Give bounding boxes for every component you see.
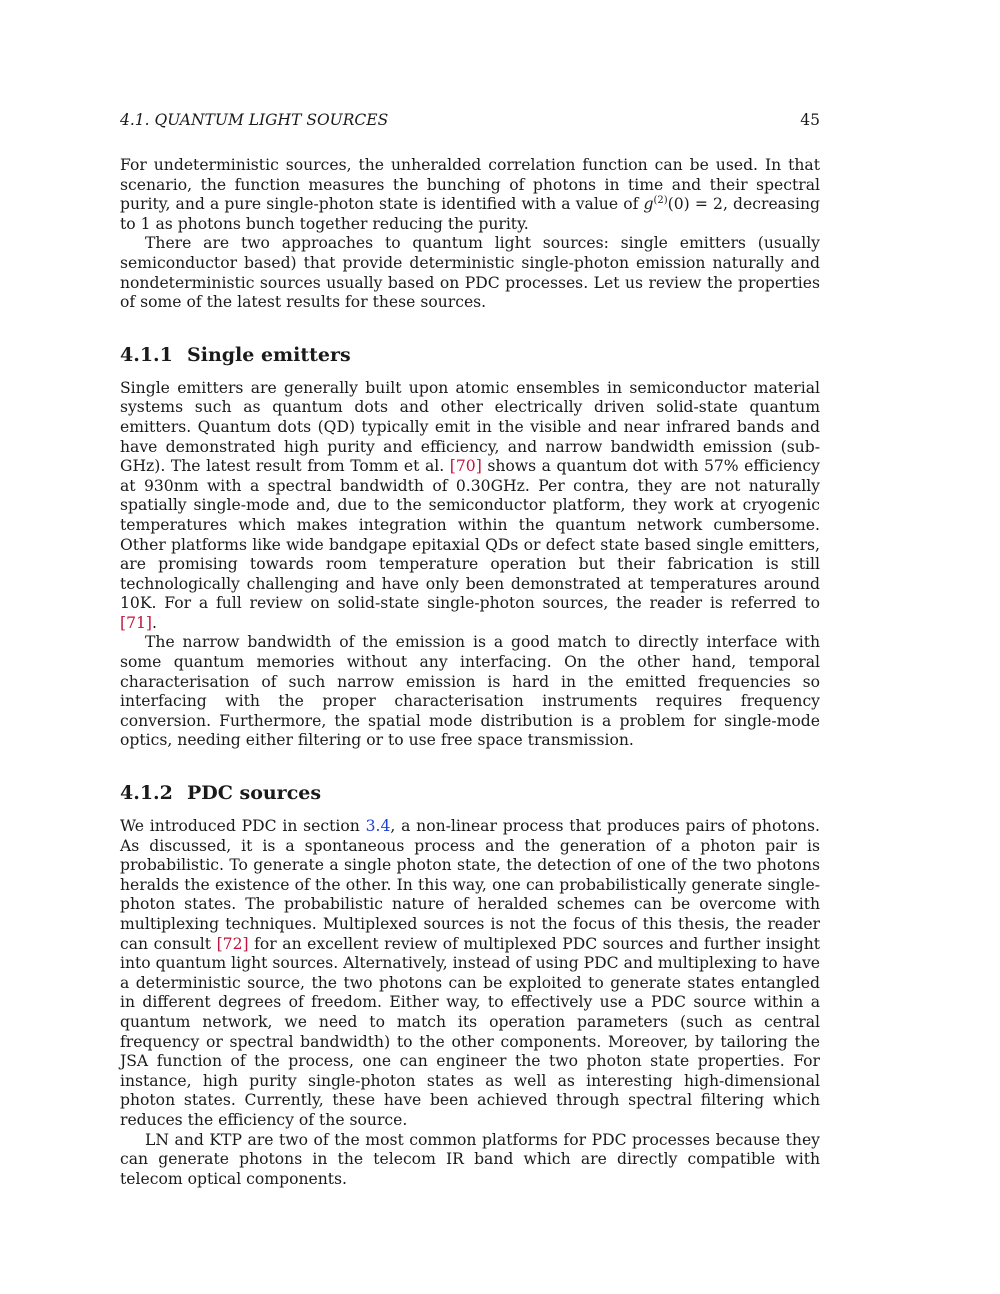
- intro-paragraph-1: [120, 156, 820, 234]
- se-p1-text-a: Single emitters are generally built upon atomic ensembles in semiconductor material systems such as quantum dots and other electrically driven solid-state quantum emitters. Quantum dots (QD) typically emit in the visible and near infrared bands and have demonstrated high purity and efficiency, and narrow bandwidth emission (sub-GHz). The latest result from Tomm et al.: [120, 378, 820, 476]
- running-header: [120, 110, 820, 130]
- pdc-p1-text-c: for an excellent review of multiplexed PDC sources and further insight into quantum light sources. Alternatively, instead of using PDC and multiplexing to have a deterministic source, the two photons can be exploited to generate states entangled in different degrees of freedom. Either way, to effectively use a PDC source within a quantum network, we need to match its operation parameters (such as central frequency or spectral bandwidth) to the other components. Moreover, by tailoring the JSA function of the process, one can engineer the two photon state properties. For instance, high purity single-photon states as well as interesting high-dimensional photon states. Currently, these have been achieved through spectral filtering which reduces the efficiency of the source.: [120, 934, 820, 1129]
- section-heading-single-emitters: [120, 343, 820, 367]
- citation-72-link[interactable]: [72]: [216, 934, 249, 953]
- pdc-paragraph-1: [120, 817, 820, 1131]
- chapter-title: 4.1. QUANTUM LIGHT SOURCES: [120, 111, 389, 129]
- pdc-paragraph-2: LN and KTP are two of the most common platforms for PDC processes because they can generate photons in the telecom IR band which are directly compatible with telecom optical components.: [120, 1130, 820, 1188]
- pdc-p1-text-b: , a non-linear process that produces pairs of photons. As discussed, it is a spontaneous process and the generation of a photon pair is probabilistic. To generate a single photon state, the detection of one of the two photons heralds the existence of the other. In this way, one can probabilistically generate single-photon states. The probabilistic nature of heralded schemes can be overcome with multiplexing techniques. Multiplexed sources is not the focus of this thesis, the reader can consult: [120, 817, 820, 953]
- g2-superscript: (2): [653, 195, 668, 206]
- intro-p1-text-a: For undeterministic sources, the unheralded correlation function can be used. In that scenario, the function measures the bunching of photons in time and their spectral purity, and a pure single-photon state is identified with a value of: [120, 156, 820, 214]
- section-number: 4.1.2: [120, 782, 173, 805]
- citation-71-link[interactable]: [71]: [120, 613, 153, 632]
- g2-symbol: g: [643, 195, 654, 214]
- page-number: 45: [800, 111, 820, 129]
- g2-value: (0) = 2: [667, 195, 723, 214]
- section-title: PDC sources: [187, 782, 322, 805]
- citation-70-link[interactable]: [70]: [449, 457, 482, 476]
- section-title: Single emitters: [187, 343, 351, 366]
- se-p1-text-c: .: [152, 613, 157, 632]
- section-heading-pdc-sources: [120, 781, 820, 805]
- page-content: [120, 110, 820, 1189]
- section-number: 4.1.1: [120, 343, 173, 366]
- section-3-4-link[interactable]: 3.4: [365, 817, 391, 836]
- single-emitters-paragraph-1: [120, 379, 820, 634]
- se-p1-text-b: shows a quantum dot with 57% efficiency at 930nm with a spectral bandwidth of 0.30GHz. Per contra, they are not naturally spatially single-mode and, due to the semiconductor platform, they work at cryogenic temperatures which makes integration within the quantum network cumbersome. Other platforms like wide bandgape epitaxial QDs or defect state based single emitters, are promising towards room temperature operation but their fabrication is still technologically challenging and have only been demonstrated at temperatures around 10K. For a full review on solid-state single-photon sources, the reader is referred to: [120, 457, 820, 613]
- single-emitters-paragraph-2: The narrow bandwidth of the emission is a good match to directly interface with some quantum memories without any interfacing. On the other hand, temporal characterisation of such narrow emission is hard in the emitted frequencies so interfacing with the proper characterisation instruments requires frequency conversion. Furthermore, the spatial mode distribution is a problem for single-mode optics, needing either filtering or to use free space transmission.: [120, 633, 820, 750]
- intro-paragraph-2: There are two approaches to quantum light sources: single emitters (usually semiconductor based) that provide deterministic single-photon emission naturally and nondeterministic sources usually based on PDC processes. Let us review the properties of some of the latest results for these sources.: [120, 234, 820, 312]
- intro-p1-text-b: , decreasing to 1 as photons bunch together reducing the purity.: [120, 195, 820, 233]
- pdc-p1-text-a: We introduced PDC in section: [120, 817, 366, 836]
